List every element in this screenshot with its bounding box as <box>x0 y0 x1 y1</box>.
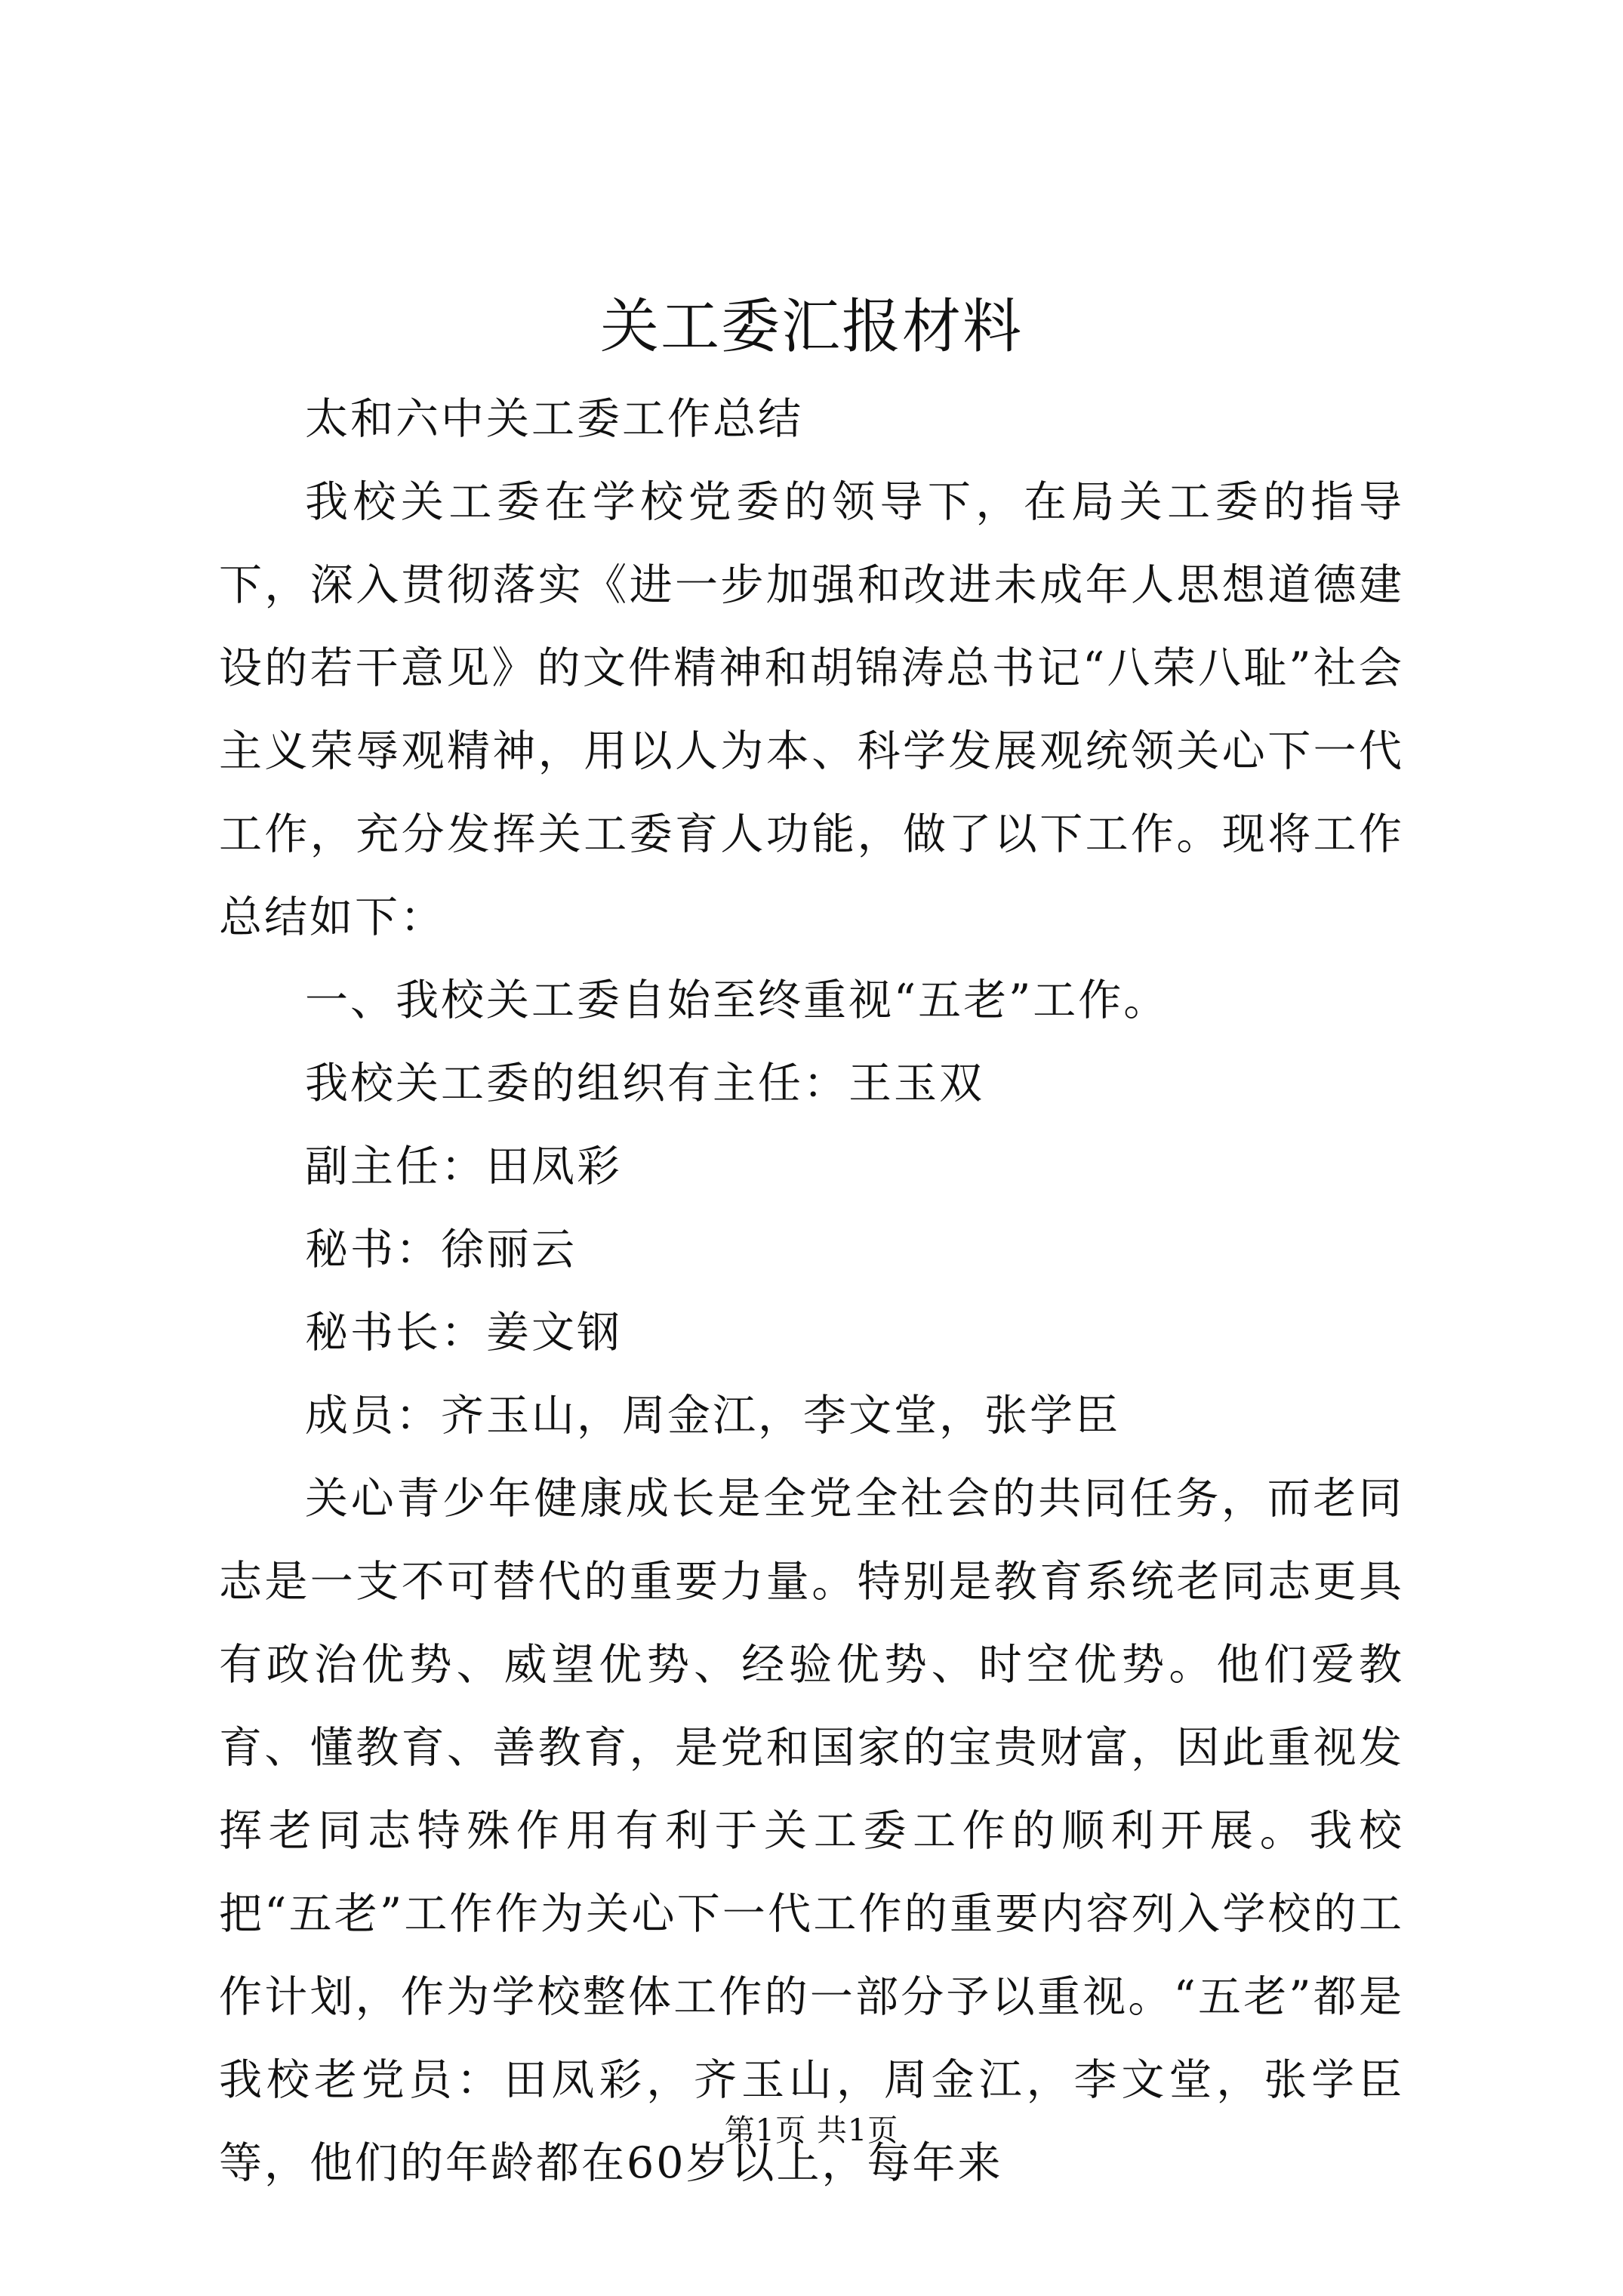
paragraph-intro: 我校关工委在学校党委的领导下，在局关工委的指导下，深入贯彻落实《进一步加强和改进未成年人思想道德建设的若干意见》的文件精神和胡锦涛总书记“八荣八耻”社会主义荣辱观精神，用以人为本、科学发展观统领关心下一代工作，充分发挥关工委育人功能，做了以下工作。现将工作总结如下： <box>219 477 1404 942</box>
document-title: 关工委汇报材料 <box>599 293 1023 361</box>
paragraph-members: 成员：齐玉山，周金江，李文堂，张学臣 <box>305 1391 1120 1441</box>
paragraph-section-heading: 一、我校关工委自始至终重视“五老”工作。 <box>305 975 1169 1025</box>
paragraph-deputy-director: 副主任：田凤彩 <box>305 1142 622 1191</box>
page-footer: 第1页 共1页 <box>724 2113 899 2148</box>
paragraph-secretary: 秘书：徐丽云 <box>305 1225 577 1274</box>
paragraph-subtitle: 太和六中关工委工作总结 <box>305 394 803 444</box>
paragraph-director: 我校关工委的组织有主任：王玉双 <box>305 1059 984 1108</box>
paragraph-secretary-general: 秘书长：姜文钢 <box>305 1308 622 1358</box>
document-body <box>219 378 1404 2205</box>
paragraph-body: 关心青少年健康成长是全党全社会的共同任务，而老同志是一支不可替代的重要力量。特别是教育系统老同志更具有政治优势、威望优势、经验优势、时空优势。他们爱教育、懂教育、善教育，是党和国家的宝贵财富，因此重视发挥老同志特殊作用有利于关工委工作的顺利开展。我校把“五老”工作作为关心下一代工作的重要内容列入学校的工作计划，作为学校整体工作的一部分予以重视。“五老”都是我校老党员：田凤彩，齐玉山，周金江，李文堂，张学臣等，他们的年龄都在60岁以上，每年来 <box>219 1474 1404 2188</box>
